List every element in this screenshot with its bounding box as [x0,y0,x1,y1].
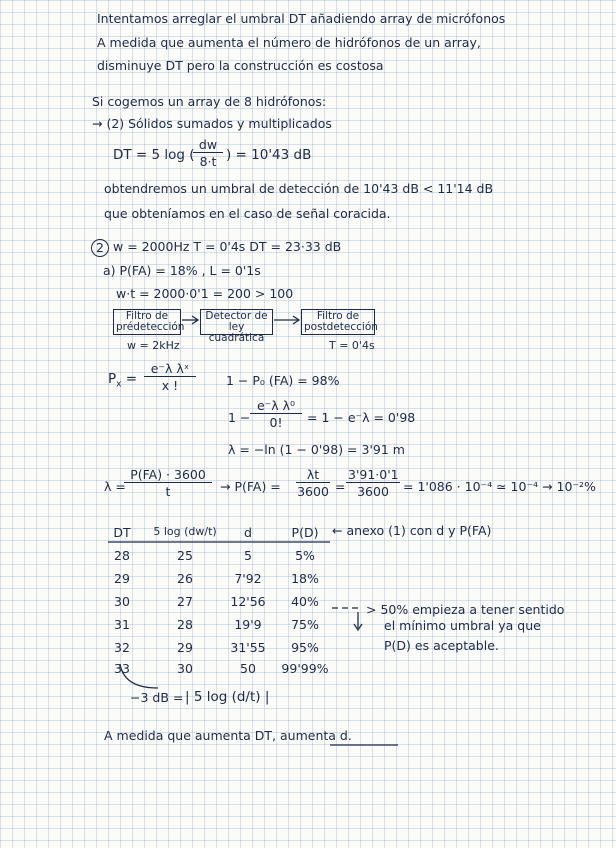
eq-lambda-ln: λ = −ln (1 − 0'98) = 3'91 m [228,442,405,457]
dt-formula-denominator: 8·t [199,154,217,169]
dt-formula-numerator: dw [193,137,223,153]
eq2-fraction [250,398,302,430]
table-cell-dt: 29 [114,571,130,586]
table-cell-pd: 99'99% [281,661,329,676]
bottom-formula: | 5 log (d/t) | [185,689,270,705]
pfa-fraction-2 [346,467,400,499]
table-cell-d: 50 [240,661,256,676]
table-header-d: d [244,525,252,540]
table-cell-5log: 26 [177,571,193,586]
block-prefilter: Filtro de prédetección [113,309,181,335]
table-header-pd: P(D) [291,525,319,540]
intro-line-2: A medida que aumenta el número de hidrófonos de un array, [97,35,481,50]
pfa-denominator-2: 3600 [357,484,389,499]
table-cell-d: 7'92 [234,571,262,586]
dt-formula-rhs: ) = 10'43 dB [226,147,312,163]
lambda-lhs: λ = [104,479,126,494]
table-cell-d: 19'9 [234,617,262,632]
array-line-1: Si cogemos un array de 8 hidrófonos: [92,94,327,109]
pfa-numerator-2: 3'91·0'1 [348,467,399,482]
array-line-4: que obteníamos en el caso de señal coracida. [104,206,391,221]
table-cell-5log: 30 [177,661,193,676]
poisson-fraction [144,361,196,393]
prefilter-bandwidth: w = 2kHz [127,339,180,352]
pfa-rhs: = 1'086 · 10⁻⁴ ≃ 10⁻⁴ → 10⁻²% [403,479,596,494]
table-cell-dt: 32 [114,640,130,655]
pfa-lhs: → P(FA) = [220,479,281,494]
table-note-2: el mínimo umbral ya que [384,618,541,633]
pfa-fraction-1 [296,467,330,499]
table-cell-d: 5 [244,548,252,563]
section2-params: w = 2000Hz T = 0'4s DT = 23·33 dB [113,239,342,254]
table-cell-d: 12'56 [230,594,266,609]
intro-line-1: Intentamos arreglar el umbral DT añadiendo array de micrófonos [97,11,506,26]
bottom-3db: −3 dB = [130,690,184,705]
table-cell-pd: 75% [291,617,319,632]
table-cell-5log: 28 [177,617,193,632]
poisson-denominator: x ! [161,378,179,393]
block-postfilter: Filtro de postdetección [301,309,375,335]
postfilter-time: T = 0'4s [329,339,375,352]
table-cell-pd: 95% [291,640,319,655]
table-cell-5log: 29 [177,640,193,655]
table-cell-5log: 27 [177,594,193,609]
array-line-2: → (2) Sólidos sumados y multiplicados [92,116,332,131]
eq2-lhs: 1 − [228,410,251,425]
conclusion: A medida que aumenta DT, aumenta d. [104,728,352,743]
table-cell-dt: 33 [114,661,130,676]
table-cell-pd: 40% [291,594,319,609]
table-note-1: > 50% empieza a tener sentido [366,602,565,617]
lambda-denominator: t [165,484,171,499]
block-quadratic-detector: Detector de ley cuadrática [200,309,273,335]
pfa-numerator-1: λt [296,467,330,483]
pfa-equals: = [335,479,346,494]
px-symbol: $P_x$ = [108,371,138,390]
eq2-rhs: = 1 − e⁻λ = 0'98 [307,410,416,425]
lambda-fraction [124,467,212,499]
table-cell-dt: 31 [114,617,130,632]
table-header-note: ← anexo (1) con d y P(FA) [332,523,492,538]
section2-item-a: a) P(FA) = 18% , L = 0'1s [103,263,261,278]
pfa-denominator-1: 3600 [297,484,329,499]
table-cell-d: 31'55 [230,640,266,655]
table-header-dt: DT [113,525,131,540]
table-note-3: P(D) es aceptable. [384,638,499,653]
dt-formula-lhs: DT = 5 log ( [113,147,195,163]
array-line-3: obtendremos un umbral de detección de 10'43 dB < 11'14 dB [104,181,494,196]
table-header-5log: 5 log (dw/t) [153,525,217,538]
table-cell-5log: 25 [177,548,193,563]
eq2-denominator: 0! [269,415,283,430]
eq-98-percent: 1 − P₀ (FA) = 98% [226,373,340,388]
section2-wt: w·t = 2000·0'1 = 200 > 100 [116,286,294,301]
poisson-numerator: e⁻λ λˣ [144,361,196,377]
table-cell-dt: 28 [114,548,130,563]
section-number-circle: 2 [91,239,109,257]
intro-line-3: disminuye DT pero la construcción es costosa [97,58,384,73]
dt-formula-fraction [193,137,223,169]
table-cell-pd: 18% [291,571,319,586]
table-cell-dt: 30 [114,594,130,609]
eq2-numerator: e⁻λ λ⁰ [250,398,302,414]
table-cell-pd: 5% [295,548,315,563]
lambda-numerator: P(FA) · 3600 [124,467,212,483]
